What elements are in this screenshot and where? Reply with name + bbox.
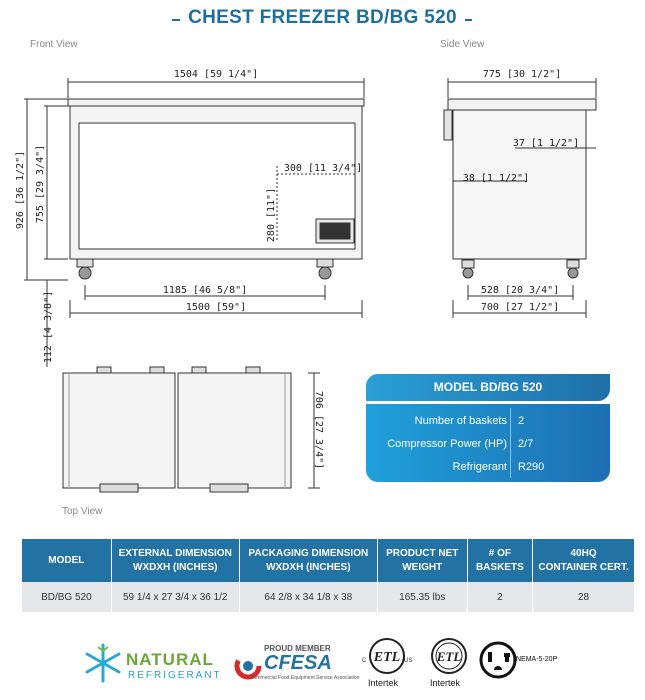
spec-label: Refrigerant [452,461,507,473]
spec-value: 2/7 [518,438,534,450]
page-title: CHEST FREEZER BD/BG 520 [0,7,645,29]
etl-sanitation-icon [424,636,474,678]
front-lid [68,99,364,106]
dim-front-width-bottom: 1500 [59"] [185,302,247,313]
dim-vent-width: 300 [11 3/4"] [283,163,363,174]
etl-logo-1 [362,636,412,692]
spec-row-compressor [366,434,610,456]
table-header: 40HQ CONTAINER CERT. [533,539,634,582]
table-header: MODEL [22,539,111,582]
dim-front-body-height: 755 [29 3/4"] [35,144,46,224]
cfesa-proud-member: PROUD MEMBER [264,644,331,653]
dim-clearance: 112 [4 3/8"] [43,290,54,364]
dim-top-depth: 706 [27 3/4"] [313,390,324,470]
dim-front-total-height: 926 [36 1/2"] [15,150,26,230]
intertek-label: Intertek [368,678,399,688]
plug-icon [478,640,518,680]
table-cell: 165.35 lbs [377,582,467,612]
model-box-header: MODEL BD/BG 520 [366,374,610,401]
table-header: PRODUCT NET WEIGHT [377,539,467,582]
etl-text: ETL [373,650,401,665]
side-caster-left [463,268,473,278]
dim-side-width-bottom: 700 [27 1/2"] [480,302,560,313]
side-body [453,110,586,259]
natural-refrigerant-logo [82,640,227,688]
etl-c: C [362,658,367,664]
dim-side-width-top: 775 [30 1/2"] [482,69,562,80]
side-view-label: Side View [440,39,485,50]
natural-text: NATURAL [126,650,214,669]
etl-us: US [404,658,413,664]
cfesa-logo [234,644,360,684]
dim-side-37: 37 [1 1/2"] [512,138,580,149]
refrigerant-text: REFRIGERANT [128,670,222,681]
table-header-row [22,539,634,582]
spec-value: 2 [518,415,525,427]
dim-vent-height: 280 [11"] [266,187,277,243]
table-header: PACKAGING DIMENSION WXDXH (INCHES) [239,539,377,582]
top-lid-right [178,373,291,488]
front-caster-left [79,267,91,279]
etl-text: ETL [436,649,462,664]
dim-caster-span: 1185 [46 5/8"] [162,285,248,296]
etl-logo-2 [424,636,474,692]
table-header: EXTERNAL DIMENSION WXDXH (INCHES) [111,539,239,582]
front-caster-right [319,267,331,279]
cfesa-subtitle: Commercial Food Equipment Service Association [250,675,360,681]
spec-label: Compressor Power (HP) [387,438,507,450]
cfesa-text: CFESA [264,652,332,674]
spec-row-baskets [366,411,610,433]
snowflake-icon [82,642,124,684]
table-cell: BD/BG 520 [22,582,111,612]
nema-plug [478,640,568,686]
table-cell: 64 2/8 x 34 1/8 x 38 [239,582,377,612]
spec-label: Number of baskets [414,415,507,427]
side-lid [448,99,596,110]
dim-side-38: 38 [1 1/2"] [462,173,530,184]
spec-row-refrigerant [366,457,610,479]
table-cell: 2 [467,582,533,612]
spec-value: R290 [518,461,545,473]
top-lid-left [63,373,175,488]
table-cell: 59 1/4 x 27 3/4 x 36 1/2 [111,582,239,612]
nema-label: NEMA-5-20P [516,656,558,663]
table-header: # OF BASKETS [467,539,533,582]
intertek-label: Intertek [430,678,461,688]
table-row [22,582,634,612]
front-view-label: Front View [30,39,78,50]
dim-front-width-top: 1504 [59 1/4"] [173,69,259,80]
spec-table [22,539,634,612]
top-view-label: Top View [62,506,103,517]
side-caster-right [568,268,578,278]
etl-mark-icon [362,636,412,678]
dim-side-528: 528 [20 3/4"] [480,285,560,296]
table-cell: 28 [533,582,634,612]
